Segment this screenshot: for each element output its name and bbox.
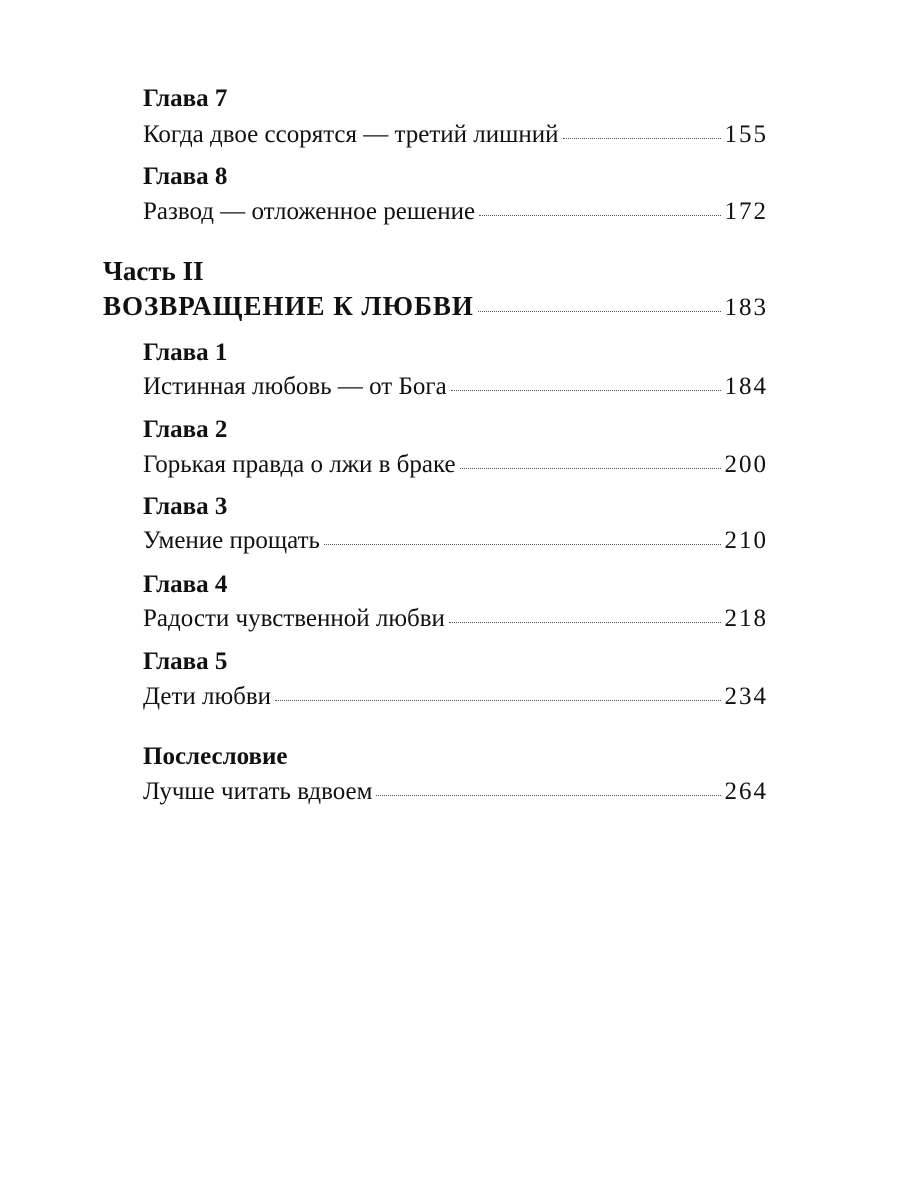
toc-entry-page-number: 155 xyxy=(724,121,768,148)
afterword-heading: Послесловие xyxy=(143,743,288,770)
toc-entry-title: Когда двое ссорятся — третий лишний xyxy=(143,121,559,148)
toc-entry-chapter-3[interactable] xyxy=(143,526,768,556)
chapter-3-heading: Глава 3 xyxy=(143,493,228,520)
dot-leader xyxy=(479,215,720,216)
toc-entry-title: Истинная любовь — от Бога xyxy=(143,373,447,400)
chapter-2-heading: Глава 2 xyxy=(143,416,228,443)
toc-entry-title: Лучше читать вдвоем xyxy=(143,778,373,805)
part-title: ВОЗВРАЩЕНИЕ К ЛЮБВИ xyxy=(103,291,474,321)
toc-entry-page-number: 218 xyxy=(724,605,768,632)
chapter-4-heading: Глава 4 xyxy=(143,571,228,598)
toc-entry-page-number: 234 xyxy=(724,683,768,710)
chapter-7-heading: Глава 7 xyxy=(143,85,228,112)
part-2-label: Часть II xyxy=(103,256,204,286)
toc-entry-page-number: 264 xyxy=(724,778,768,805)
chapter-1-heading: Глава 1 xyxy=(143,339,228,366)
dot-leader xyxy=(563,138,721,139)
toc-entry-title: Дети любви xyxy=(143,683,272,710)
toc-entry-chapter-7[interactable] xyxy=(143,120,768,150)
dot-leader xyxy=(460,468,721,469)
toc-entry-chapter-4[interactable] xyxy=(143,604,768,634)
toc-entry-chapter-5[interactable] xyxy=(143,682,768,712)
toc-entry-title: Радости чувственной любви xyxy=(143,605,445,632)
toc-entry-page-number: 200 xyxy=(724,451,768,478)
toc-entry-afterword[interactable] xyxy=(143,777,768,807)
toc-entry-page-number: 183 xyxy=(724,294,768,321)
toc-entry-title: Горькая правда о лжи в браке xyxy=(143,451,456,478)
dot-leader xyxy=(376,795,720,796)
dot-leader xyxy=(324,544,721,545)
toc-entry-page-number: 210 xyxy=(724,527,768,554)
toc-entry-title: Развод — отложенное решение xyxy=(143,198,476,225)
toc-entry-page-number: 172 xyxy=(724,198,768,225)
toc-entry-chapter-1[interactable] xyxy=(143,372,768,402)
dot-leader xyxy=(275,700,720,701)
dot-leader xyxy=(478,311,721,312)
toc-entry-chapter-8[interactable] xyxy=(143,197,768,227)
toc-entry-chapter-2[interactable] xyxy=(143,450,768,480)
chapter-8-heading: Глава 8 xyxy=(143,163,228,190)
toc-entry-page-number: 184 xyxy=(724,373,768,400)
toc-entry-part-2[interactable] xyxy=(103,291,768,323)
dot-leader xyxy=(449,622,721,623)
chapter-5-heading: Глава 5 xyxy=(143,648,228,675)
toc-entry-title: Умение прощать xyxy=(143,527,320,554)
dot-leader xyxy=(451,390,721,391)
